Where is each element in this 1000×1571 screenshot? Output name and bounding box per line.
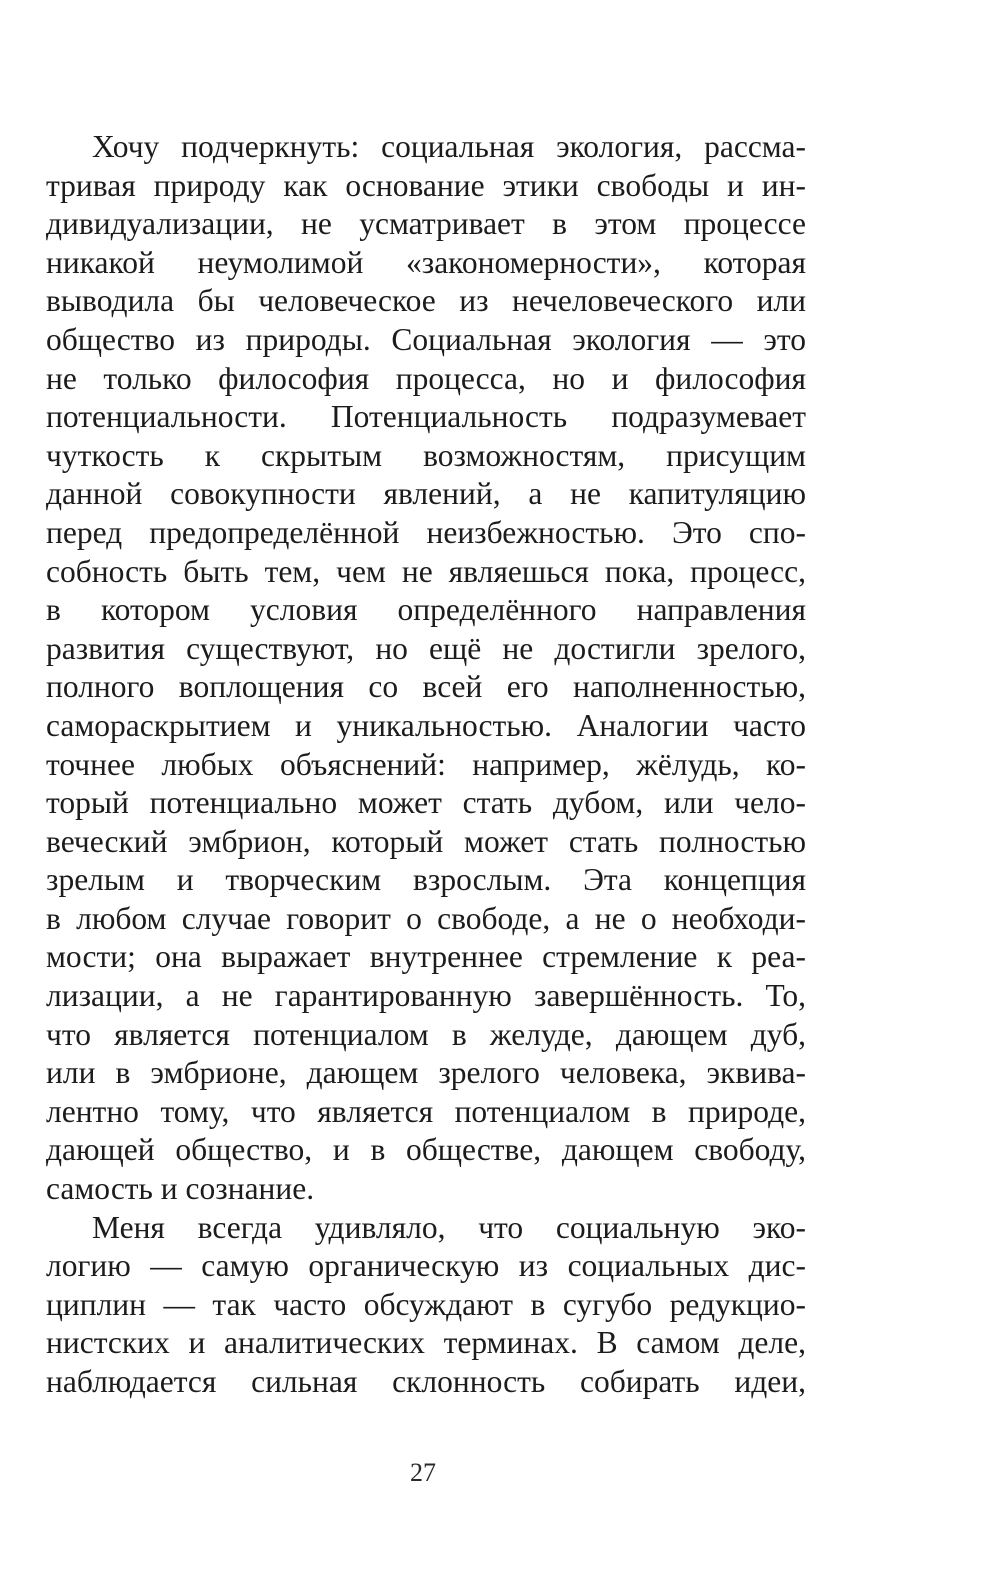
text-line: тривая природу как основание этики свободы и ин- [46, 167, 806, 203]
text-line: Меня всегда удивляло, что социальную эко- [92, 1209, 806, 1245]
paragraph-2 [46, 1209, 806, 1402]
text-line: самораскрытием и уникальностью. Аналогии часто [46, 707, 806, 743]
text-line: дающей общество, и в обществе, дающем свободу, [46, 1132, 806, 1168]
text-line: нистских и аналитических терминах. В самом деле, [46, 1325, 806, 1361]
text-line: развития существуют, но ещё не достигли зрелого, [46, 630, 806, 666]
text-line: Хочу подчеркнуть: социальная экология, рассма- [92, 129, 806, 164]
text-line: в котором условия определённого направления [46, 592, 806, 628]
text-line: чуткость к скрытым возможностям, присущим [46, 437, 806, 473]
text-line: никакой неумолимой «закономерности», которая [46, 244, 806, 280]
text-line: зрелым и творческим взрослым. Эта концепция [46, 862, 806, 898]
page-number: 27 [410, 1458, 436, 1487]
text-line: лизации, а не гарантированную завершённость. То, [46, 978, 806, 1014]
text-line: потенциальности. Потенциальность подразумевает [46, 399, 806, 435]
text-line: что является потенциалом в желуде, дающем дуб, [46, 1016, 806, 1052]
text-line: дивидуализации, не усматривает в этом процессе [46, 206, 806, 242]
text-line: общество из природы. Социальная экология — это [46, 321, 806, 357]
text-line: логию — самую органическую из социальных дис- [46, 1248, 806, 1284]
text-line: торый потенциально может стать дубом, или чело- [46, 785, 806, 821]
paragraph-1 [46, 128, 806, 1209]
text-line: данной совокупности явлений, а не капитуляцию [46, 476, 806, 512]
body-text [46, 128, 806, 1402]
text-line: собность быть тем, чем не являешься пока, процесс, [46, 553, 806, 589]
text-line: выводила бы человеческое из нечеловеческого или [46, 283, 806, 319]
text-line: или в эмбрионе, дающем зрелого человека, эквива- [46, 1055, 806, 1091]
text-line: в любом случае говорит о свободе, а не о необходи- [46, 900, 806, 936]
text-line: лентно тому, что является потенциалом в природе, [46, 1093, 806, 1129]
text-line: точнее любых объяснений: например, жёлудь, ко- [46, 746, 806, 782]
text-line: циплин — так часто обсуждают в сугубо редукцио- [46, 1286, 806, 1322]
text-line: не только философия процесса, но и философия [46, 360, 806, 396]
text-line: мости; она выражает внутреннее стремление к реа- [46, 939, 806, 975]
text-line: перед предопределённой неизбежностью. Это спо- [46, 514, 806, 550]
text-line: наблюдается сильная склонность собирать идеи, [46, 1364, 806, 1399]
text-line: полного воплощения со всей его наполненностью, [46, 669, 806, 705]
text-line: самость и сознание. [46, 1171, 315, 1207]
text-line: веческий эмбрион, который может стать полностью [46, 823, 806, 859]
